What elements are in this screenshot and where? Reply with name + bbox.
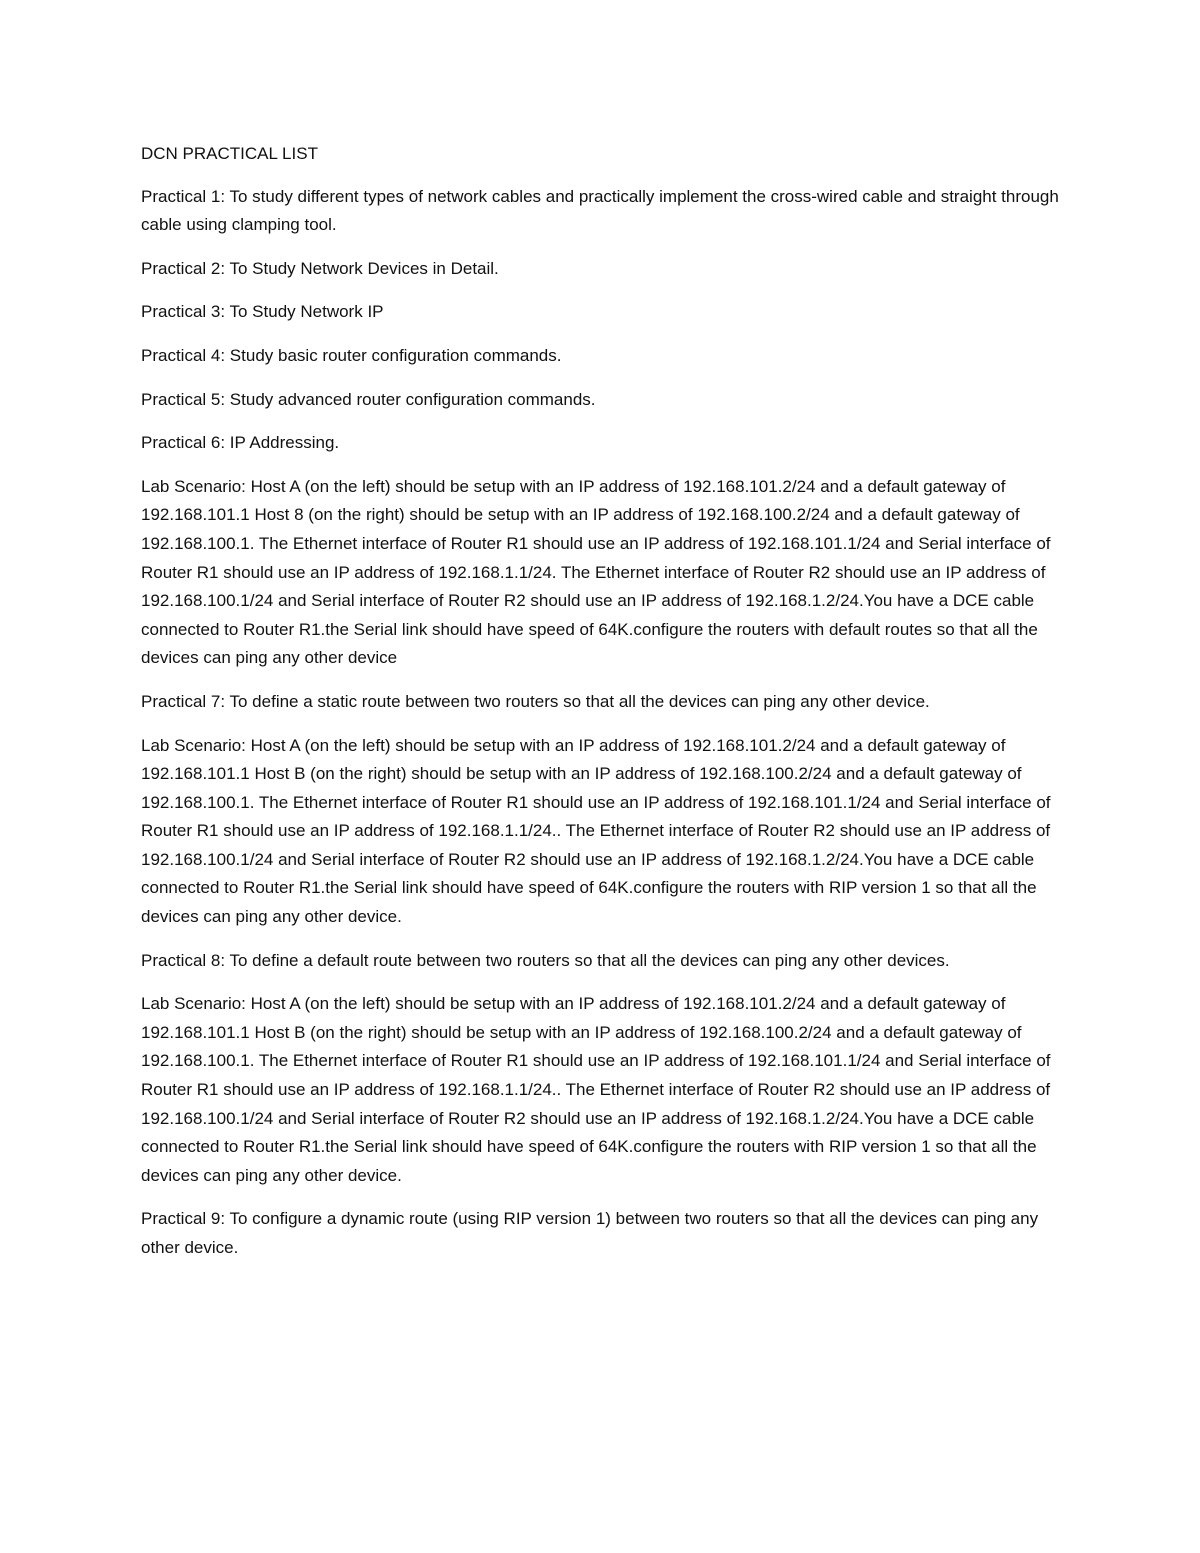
- practical-1-paragraph: Practical 1: To study different types of network cables and practically implement the cross-wired cable and straight through cable using clamping tool.: [141, 186, 1059, 235]
- practical-4-paragraph: Practical 4: Study basic router configuration commands.: [141, 345, 562, 365]
- lab-scenario-6-paragraph: Lab Scenario: Host A (on the left) should be setup with an IP address of 192.168.101.2/24 and a default gateway of 192.168.101.1 Host 8 (on the right) should be setup with an IP address of 192.168.100.2/24 and a default gateway of 192.168.100.1. The Ethernet interface of Router R1 should use an IP address of 192.168.101.1/24 and Serial interface of Router R1 should use an IP address of 192.168.1.1/24. The Ethernet interface of Router R2 should use an IP address of 192.168.100.1/24 and Serial interface of Router R2 should use an IP address of 192.168.1.2/24.You have a DCE cable connected to Router R1.the Serial link should have speed of 64K.configure the routers with default routes so that all the devices can ping any other device: [141, 476, 1051, 668]
- document-title: DCN PRACTICAL LIST: [141, 144, 318, 163]
- lab-scenario-7-paragraph: Lab Scenario: Host A (on the left) should be setup with an IP address of 192.168.101.2/24 and a default gateway of 192.168.101.1 Host B (on the right) should be setup with an IP address of 192.168.100.2/24 and a default gateway of 192.168.100.1. The Ethernet interface of Router R1 should use an IP address of 192.168.101.1/24 and Serial interface of Router R1 should use an IP address of 192.168.1.1/24.. The Ethernet interface of Router R2 should use an IP address of 192.168.100.1/24 and Serial interface of Router R2 should use an IP address of 192.168.1.2/24.You have a DCE cable connected to Router R1.the Serial link should have speed of 64K.configure the routers with RIP version 1 so that all the devices can ping any other device.: [141, 735, 1051, 927]
- practical-7-paragraph: Practical 7: To define a static route between two routers so that all the devices can ping any other device.: [141, 691, 930, 711]
- practical-6-paragraph: Practical 6: IP Addressing.: [141, 433, 340, 453]
- practical-3-paragraph: Practical 3: To Study Network IP: [141, 302, 384, 322]
- lab-scenario-8-paragraph: Lab Scenario: Host A (on the left) should be setup with an IP address of 192.168.101.2/24 and a default gateway of 192.168.101.1 Host B (on the right) should be setup with an IP address of 192.168.100.2/24 and a default gateway of 192.168.100.1. The Ethernet interface of Router R1 should use an IP address of 192.168.101.1/24 and Serial interface of Router R1 should use an IP address of 192.168.1.1/24.. The Ethernet interface of Router R2 should use an IP address of 192.168.100.1/24 and Serial interface of Router R2 should use an IP address of 192.168.1.2/24.You have a DCE cable connected to Router R1.the Serial link should have speed of 64K.configure the routers with RIP version 1 so that all the devices can ping any other device.: [141, 994, 1051, 1185]
- practical-9-paragraph: Practical 9: To configure a dynamic route (using RIP version 1) between two routers so that all the devices can ping any other device.: [141, 1209, 1039, 1257]
- practical-2-paragraph: Practical 2: To Study Network Devices in Detail.: [141, 258, 499, 278]
- document-page: [141, 140, 1071, 1278]
- practical-8-paragraph: Practical 8: To define a default route between two routers so that all the devices can ping any other devices.: [141, 950, 950, 970]
- practical-5-paragraph: Practical 5: Study advanced router configuration commands.: [141, 389, 596, 409]
